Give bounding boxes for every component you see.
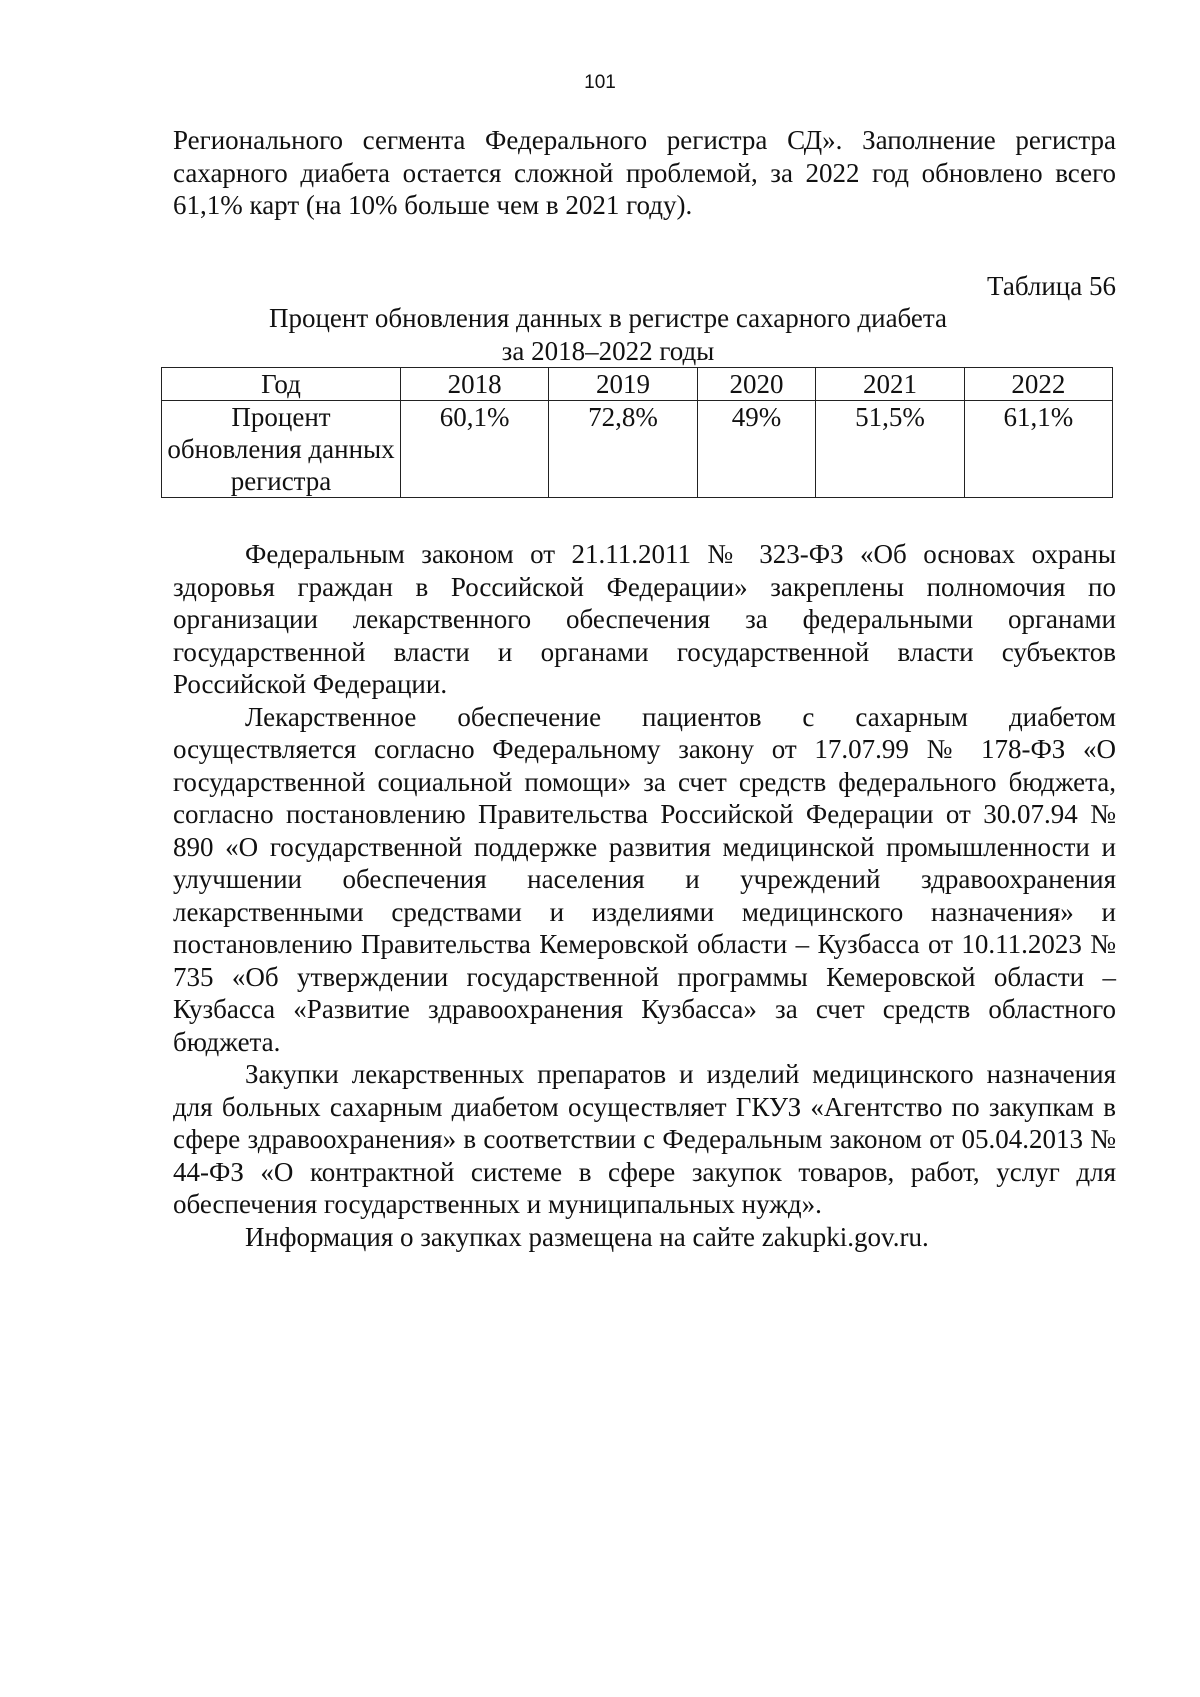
table-cell: 60,1% bbox=[401, 401, 549, 498]
table-title-line2: за 2018–2022 годы bbox=[501, 335, 715, 366]
paragraph: Лекарственное обеспечение пациентов с сахарным диабетом осуществляется согласно Федеральному закону от 17.07.99 № 178-ФЗ «О государственной социальной помощи» за счет средств федерального бюджета, согласно постановлению Правительства Российской Федерации от 30.07.94 № 890 «О государственной поддержке развития медицинской промышленности и улучшении обеспечения населения и учреждений здравоохранения лекарственными средствами и изделиями медицинского назначения» и постановлению Правительства Кемеровской области – Кузбасса от 10.11.2023 № 735 «Об утверждении государственной программы Кемеровской области – Кузбасса «Развитие здравоохранения Кузбасса» за счет средств областного бюджета. bbox=[173, 701, 1116, 1057]
table-row bbox=[162, 401, 1113, 498]
table-title-line1: Процент обновления данных в регистре сахарного диабета bbox=[268, 303, 948, 333]
table-header-cell: 2018 bbox=[401, 368, 549, 401]
intro-paragraph: Регионального сегмента Федерального регистра СД». Заполнение регистра сахарного диабета остается сложной проблемой, за 2022 год обновлено всего 61,1% карт (на 10% больше чем в 2021 году). bbox=[173, 125, 1116, 220]
table-row-label: Процент обновления данных регистра bbox=[162, 401, 401, 498]
table-cell: 72,8% bbox=[549, 401, 697, 498]
paragraph: Информация о закупках размещена на сайте zakupki.gov.ru. bbox=[245, 1221, 929, 1252]
data-table bbox=[161, 367, 1113, 498]
table-header-cell: 2021 bbox=[816, 368, 964, 401]
table-header-cell: 2019 bbox=[549, 368, 697, 401]
table-header-cell: 2022 bbox=[964, 368, 1112, 401]
page-number: 101 bbox=[584, 72, 616, 93]
table-header-cell: Год bbox=[162, 368, 401, 401]
table-cell: 51,5% bbox=[816, 401, 964, 498]
paragraph: Закупки лекарственных препаратов и изделий медицинского назначения для больных сахарным диабетом осуществляет ГКУЗ «Агентство по закупкам в сфере здравоохранения» в соответствии с Федеральным законом от 05.04.2013 № 44-ФЗ «О контрактной системе в сфере закупок товаров, работ, услуг для обеспечения государственных и муниципальных нужд». bbox=[173, 1059, 1116, 1219]
table-cell: 61,1% bbox=[964, 401, 1112, 498]
table-label: Таблица 56 bbox=[987, 270, 1116, 301]
paragraph: Федеральным законом от 21.11.2011 № 323-ФЗ «Об основах охраны здоровья граждан в Российской Федерации» закреплены полномочия по организации лекарственного обеспечения за федеральными органами государственной власти и органами государственной власти субъектов Российской Федерации. bbox=[173, 539, 1116, 699]
document-body bbox=[167, 124, 1116, 1253]
table-cell: 49% bbox=[697, 401, 816, 498]
table-header-cell: 2020 bbox=[697, 368, 816, 401]
table-header-row bbox=[162, 368, 1113, 401]
